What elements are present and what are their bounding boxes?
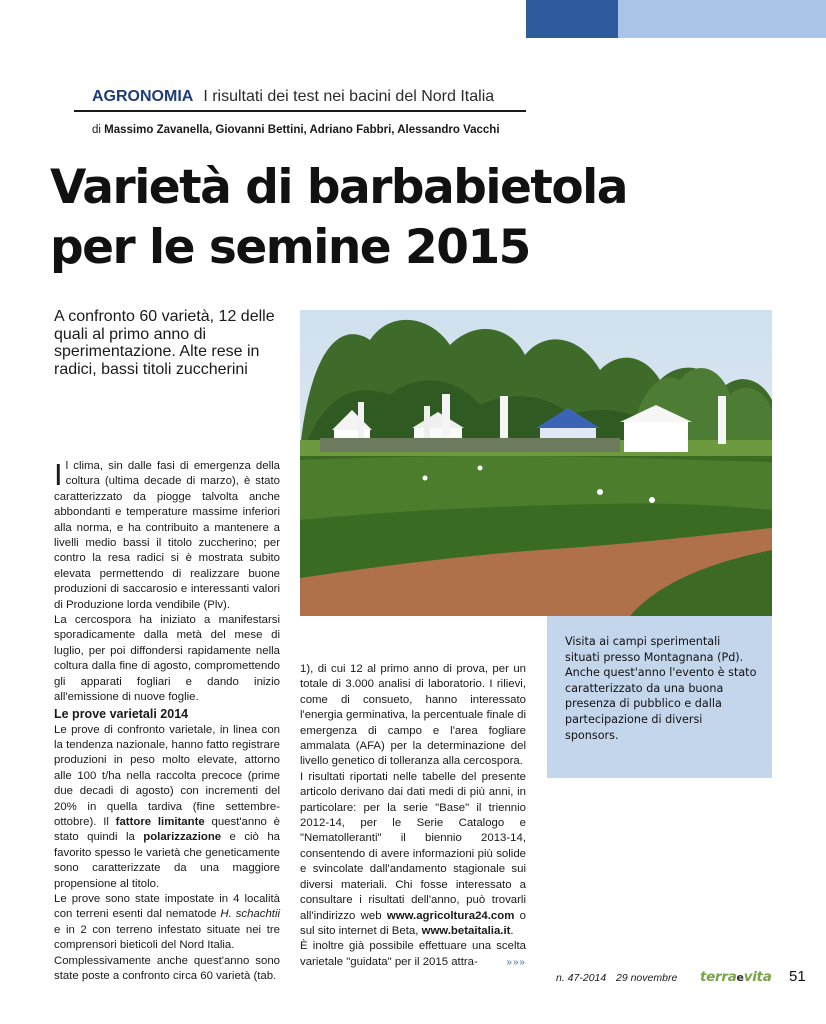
col2-paragraph-2-text-a: I risultati riportati nelle tabelle del presente articolo derivano dai dati medi di più anni, in particolare: per la serie "Base" il triennio 2012-14, per le Serie Catalogo e "Nematolleranti" il biennio 2013-14, consentendo di avere informazioni più solide e svincolate dall'andamento stagionale sui diversi materiali. Chi fosse interessato a consultare i risultati dell'anno, può trovarli all'indirizzo web xyxy=(300,770,526,922)
col2-paragraph-3-text: È inoltre già possibile effettuare una scelta varietale "guidata" per il 2015 attra- xyxy=(300,940,526,968)
link-betaitalia[interactable]: www.betaitalia.it xyxy=(421,924,511,937)
footer-brand-logo xyxy=(700,969,772,985)
paragraph-3 xyxy=(54,723,280,892)
paragraph-1 xyxy=(54,459,280,613)
paragraph-4 xyxy=(54,892,280,954)
subheading-prove-varietali: Le prove varietali 2014 xyxy=(54,706,189,721)
byline-prefix: di xyxy=(92,124,101,136)
byline xyxy=(92,124,500,136)
paragraph-3-text-c: quest'anno è stato quindi la xyxy=(54,815,280,844)
text-column-1 xyxy=(54,459,280,984)
title-line-1: Varietà di barbabietola xyxy=(50,160,627,215)
link-agricoltura24[interactable]: www.agricoltura24.com xyxy=(386,909,515,922)
paragraph-3-text-a: Le prove di confronto varietale, in linea con la tendenza nazionale, hanno fatto registrare produzioni in peso molto elevate, attorno alle 100 t/ha nella raccolta precoce (prime due decadi di agosto) con incrementi del 20% in quella tardiva (fine settembre-ottobre). Il xyxy=(54,723,280,828)
brand-e: e xyxy=(736,971,744,984)
text-column-2 xyxy=(300,662,526,970)
footer-date: 29 novembre xyxy=(616,972,678,984)
photo-caption-box xyxy=(547,616,772,778)
italic-nematode-name: H. schachtii xyxy=(220,908,281,921)
footer-issue-number: n. 47-2014 xyxy=(556,972,607,984)
photo-caption: Visita ai campi sperimentali situati presso Montagnana (Pd). Anche quest'anno l'evento è stato caratterizzato da una buona presenza di pubblico e dalla partecipazione di diversi sponsors. xyxy=(565,635,757,742)
col2-paragraph-2-text-b: o sul sito internet di Beta, xyxy=(300,909,526,937)
field-trial-photo xyxy=(300,310,772,616)
paragraph-2: La cercospora ha iniziato a manifestarsi sporadicamente dalla metà del mese di luglio, per poi diffondersi rapidamente nella coltura dalla fine di agosto, compromettendo gli apparati fogliari e dando inizio all'emissione di nuove foglie. xyxy=(54,614,280,704)
header-color-bar-light xyxy=(618,0,826,38)
col2-paragraph-2 xyxy=(300,770,526,939)
paragraph-3-text-e: e ciò ha favorito spesso le varietà che geneticamente sono caratterizzate da una maggiore propensione al titolo. xyxy=(54,831,280,890)
article-lead: A confronto 60 varietà, 12 delle quali al primo anno di sperimentazione. Alte rese in radici, bassi titoli zuccherini xyxy=(54,308,275,378)
col2-paragraph-3 xyxy=(300,939,526,970)
brand-word-vita: vita xyxy=(743,969,772,985)
paragraph-1-text: l clima, sin dalle fasi di emergenza della coltura (ultima decade di marzo), è stato caratterizzato da piogge talvolta anche abbondanti e temperature massime inferiori alla norma, e ha contribuito a mantenere a livelli medio bassi il titolo zuccherino; per contro la resa radici si è mostrata subito elevata permettendo di realizzare buone produzioni di saccarosio e interessanti valori di Produzione lorda vendibile (Plv). xyxy=(54,460,280,611)
section-subtitle: I risultati dei test nei bacini del Nord Italia xyxy=(203,88,495,105)
header-color-bar-dark xyxy=(526,0,618,38)
field-photo-illustration xyxy=(300,310,772,616)
drop-cap: I xyxy=(54,457,63,492)
byline-authors: Massimo Zavanella, Giovanni Bettini, Adriano Fabbri, Alessandro Vacchi xyxy=(104,124,500,136)
article-title xyxy=(50,158,627,278)
col2-paragraph-1: 1), di cui 12 al primo anno di prova, per un totale di 3.000 analisi di laboratorio. I rilievi, come di consueto, hanno interessato l'energia germinativa, la percentuale finale di emergenza di campo e l'area fogliare ammalata (AFA) per la determinazione del livello genetico di tolleranza alla cercospora. xyxy=(300,663,526,768)
brand-word-terra: terra xyxy=(700,969,737,985)
page-number: 51 xyxy=(789,968,806,985)
paragraph-4-text-a: Le prove sono state impostate in 4 località con terreni esenti dal nematode xyxy=(54,892,280,921)
continue-arrows-icon: »»» xyxy=(506,956,526,968)
section-kicker xyxy=(92,88,494,106)
paragraph-4-text-c: e in 2 con terreno infestato situate nei tre comprensori bieticoli del Nord Italia. xyxy=(54,923,280,952)
paragraph-5: Complessivamente anche quest'anno sono state poste a confronto circa 60 varietà (tab. xyxy=(54,954,280,982)
col2-paragraph-2-text-c: . xyxy=(510,924,514,937)
bold-polarizzazione: polarizzazione xyxy=(143,831,222,844)
title-line-2: per le semine 2015 xyxy=(50,220,530,275)
section-underline xyxy=(74,110,526,112)
bold-fattore-limitante: fattore limitante xyxy=(115,815,205,828)
section-label: AGRONOMIA xyxy=(92,88,194,105)
